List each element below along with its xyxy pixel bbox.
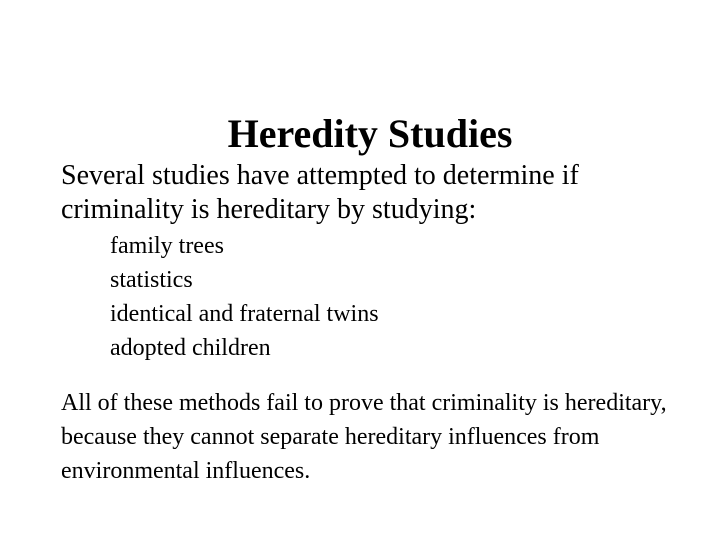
- method-item: identical and fraternal twins: [110, 301, 379, 327]
- method-item: statistics: [110, 267, 193, 293]
- slide-title: Heredity Studies: [227, 111, 513, 156]
- method-item: adopted children: [110, 335, 271, 361]
- conclusion-paragraph: All of these methods fail to prove that criminality is hereditary, because they cannot separate hereditary influences from environmental influences.: [61, 390, 667, 484]
- methods-list: [110, 229, 379, 365]
- method-item: family trees: [110, 233, 224, 259]
- intro-paragraph: Several studies have attempted to determine if criminality is hereditary by studying:: [61, 160, 579, 225]
